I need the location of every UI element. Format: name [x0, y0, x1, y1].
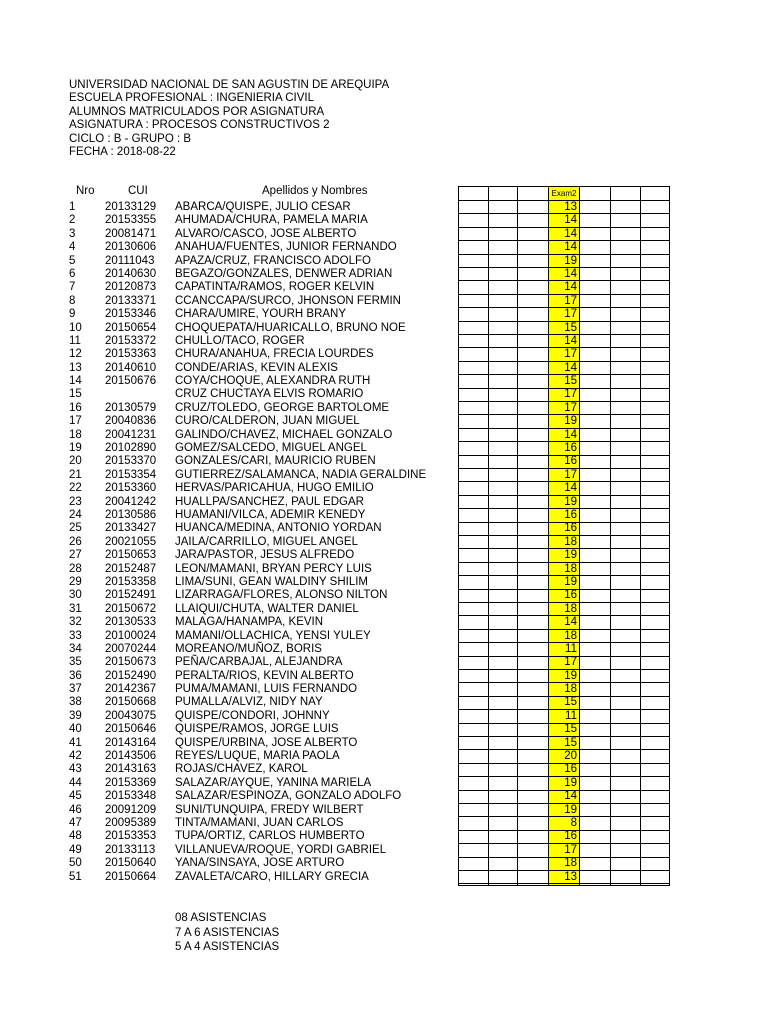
exam-grade: 19 [564, 575, 577, 588]
table-row [0, 255, 768, 268]
row-number: 25 [69, 522, 82, 535]
table-row [0, 710, 768, 723]
exam-grade: 15 [564, 736, 577, 749]
exam-grade: 18 [564, 562, 577, 575]
table-row [0, 630, 768, 643]
table-row [0, 683, 768, 696]
student-name: JAILA/CARRILLO, MIGUEL ANGEL [175, 535, 358, 548]
exam-grade: 14 [564, 334, 577, 347]
row-number: 44 [69, 776, 82, 789]
student-name: CRUZ/TOLEDO, GEORGE BARTOLOME [175, 401, 390, 414]
student-cui: 20130579 [105, 401, 157, 414]
row-number: 10 [69, 321, 82, 334]
student-cui: 20143164 [105, 736, 157, 749]
table-row [0, 804, 768, 817]
student-name: LIZARRAGA/FLORES, ALONSO NILTON [175, 589, 388, 602]
exam-grade: 16 [564, 830, 577, 843]
row-number: 27 [69, 549, 82, 562]
row-number: 15 [69, 388, 82, 401]
table-row [0, 455, 768, 468]
table-row [0, 723, 768, 736]
table-row [0, 268, 768, 281]
exam-grade: 18 [564, 535, 577, 548]
student-cui: 20133371 [105, 294, 157, 307]
table-row [0, 362, 768, 375]
row-number: 36 [69, 669, 82, 682]
exam-grade: 14 [564, 616, 577, 629]
exam-grade: 19 [564, 495, 577, 508]
student-name: APAZA/CRUZ, FRANCISCO ADOLFO [175, 254, 371, 267]
table-row [0, 670, 768, 683]
row-number: 4 [69, 241, 76, 254]
student-cui: 20111043 [105, 254, 155, 267]
student-cui: 20130533 [105, 616, 157, 629]
student-name: TUPA/ORTIZ, CARLOS HUMBERTO [175, 830, 365, 843]
row-number: 6 [69, 267, 76, 280]
table-row [0, 295, 768, 308]
student-cui: 20143506 [105, 750, 157, 763]
student-name: ROJAS/CHAVEZ, KAROL [175, 763, 308, 776]
row-number: 26 [69, 535, 82, 548]
exam-grade: 15 [564, 375, 577, 388]
legend-line-3: 5 A 4 ASISTENCIAS [175, 941, 280, 953]
column-header-nro: Nro [76, 185, 95, 197]
row-number: 39 [69, 709, 82, 722]
row-number: 50 [69, 857, 82, 870]
student-cui: 20021055 [105, 535, 157, 548]
student-name: LLAIQUI/CHUTA, WALTER DANIEL [175, 602, 359, 615]
exam-grade: 16 [564, 589, 577, 602]
row-number: 17 [69, 415, 82, 428]
exam-grade: 17 [564, 401, 577, 414]
row-number: 40 [69, 723, 82, 736]
student-name: ANAHUA/FUENTES, JUNIOR FERNANDO [175, 241, 397, 254]
table-row [0, 442, 768, 455]
student-name: MOREANO/MUÑOZ, BORIS [175, 642, 322, 655]
student-cui: 20150640 [105, 857, 157, 870]
legend-line-1: 08 ASISTENCIAS [175, 912, 267, 924]
student-name: REYES/LUQUE, MARIA PAOLA [175, 750, 340, 763]
student-name: YANA/SINSAYA, JOSE ARTURO [175, 857, 345, 870]
exam-grade: 15 [564, 723, 577, 736]
student-name: CHURA/ANAHUA, FRECIA LOURDES [175, 348, 374, 361]
row-number: 51 [69, 870, 82, 883]
table-row [0, 496, 768, 509]
table-row [0, 214, 768, 227]
exam-grade: 14 [564, 428, 577, 441]
exam-grade: 14 [564, 214, 577, 227]
row-number: 16 [69, 401, 82, 414]
table-row [0, 348, 768, 361]
student-name: QUISPE/URBINA, JOSE ALBERTO [175, 736, 358, 749]
student-name: VILLANUEVA/ROQUE, YORDI GABRIEL [175, 843, 387, 856]
student-name: HUANCA/MEDINA, ANTONIO YORDAN [175, 522, 382, 535]
row-number: 43 [69, 763, 82, 776]
student-cui: 20153358 [105, 575, 157, 588]
row-number: 13 [69, 361, 82, 374]
table-row [0, 375, 768, 388]
student-cui: 20142367 [105, 683, 157, 696]
exam-grade: 16 [564, 763, 577, 776]
exam-grade: 16 [564, 508, 577, 521]
student-name: PERALTA/RIOS, KEVIN ALBERTO [175, 669, 354, 682]
student-cui: 20133113 [105, 843, 156, 856]
exam-grade: 14 [564, 227, 577, 240]
student-name: CRUZ CHUCTAYA ELVIS ROMARIO [175, 388, 364, 401]
student-cui: 20153353 [105, 830, 157, 843]
student-name: QUISPE/RAMOS, JORGE LUIS [175, 723, 339, 736]
row-number: 7 [69, 281, 76, 294]
student-name: ALVARO/CASCO, JOSE ALBERTO [175, 227, 357, 240]
row-number: 24 [69, 508, 82, 521]
exam-grade: 16 [564, 522, 577, 535]
row-number: 32 [69, 616, 82, 629]
table-row [0, 308, 768, 321]
row-number: 28 [69, 562, 82, 575]
exam-grade: 15 [564, 696, 577, 709]
student-cui: 20070244 [105, 642, 157, 655]
student-cui: 20150668 [105, 696, 157, 709]
table-row [0, 871, 768, 884]
table-row [0, 763, 768, 776]
student-cui: 20040836 [105, 415, 157, 428]
exam-grade: 11 [565, 709, 577, 722]
student-name: ZAVALETA/CARO, HILLARY GRECIA [175, 870, 369, 883]
table-row [0, 201, 768, 214]
row-number: 18 [69, 428, 82, 441]
row-number: 49 [69, 843, 82, 856]
student-cui: 20150653 [105, 549, 157, 562]
table-row [0, 482, 768, 495]
row-number: 29 [69, 575, 82, 588]
student-name: PUMALLA/ALVIZ, NIDY NAY [175, 696, 323, 709]
table-row [0, 830, 768, 843]
student-name: COYA/CHOQUE, ALEXANDRA RUTH [175, 375, 371, 388]
student-name: GOMEZ/SALCEDO, MIGUEL ANGEL [175, 442, 367, 455]
table-row [0, 228, 768, 241]
student-name: CHULLO/TACO, ROGER [175, 334, 305, 347]
row-number: 14 [69, 375, 82, 388]
student-name: CCANCCAPA/SURCO, JHONSON FERMIN [175, 294, 401, 307]
student-cui: 20095389 [105, 816, 157, 829]
exam-grade: 14 [564, 281, 577, 294]
student-name: CHARA/UMIRE, YOURH BRANY [175, 308, 347, 321]
row-number: 47 [69, 816, 82, 829]
table-row [0, 509, 768, 522]
exam-grade: 17 [564, 843, 577, 856]
school-line: ESCUELA PROFESIONAL : INGENIERIA CIVIL [69, 92, 314, 105]
row-number: 30 [69, 589, 82, 602]
student-cui: 20133427 [105, 522, 157, 535]
table-row [0, 750, 768, 763]
exam-grade: 11 [565, 642, 577, 655]
cycle-line: CICLO : B - GRUPO : B [69, 132, 192, 145]
table-row [0, 790, 768, 803]
student-name: MAMANI/OLLACHICA, YENSI YULEY [175, 629, 371, 642]
student-cui: 20152491 [105, 589, 157, 602]
student-cui: 20102890 [105, 442, 157, 455]
student-cui: 20130606 [105, 241, 157, 254]
student-cui: 20150673 [105, 656, 157, 669]
row-number: 20 [69, 455, 82, 468]
student-cui: 20140610 [105, 361, 157, 374]
row-number: 9 [69, 308, 76, 321]
exam-grade: 18 [564, 602, 577, 615]
table-row [0, 549, 768, 562]
student-name: HUALLPA/SANCHEZ, PAUL EDGAR [175, 495, 364, 508]
row-number: 19 [69, 442, 82, 455]
exam-grade: 17 [564, 468, 577, 481]
student-cui: 20153355 [105, 214, 157, 227]
exam-column-header: Exam2 [551, 189, 577, 198]
row-number: 34 [69, 642, 82, 655]
student-cui: 20150654 [105, 321, 157, 334]
student-name: HERVAS/PARICAHUA, HUGO EMILIO [175, 482, 374, 495]
student-cui: 20133129 [105, 201, 157, 213]
table-row [0, 589, 768, 602]
row-number: 38 [69, 696, 82, 709]
exam-grade: 19 [564, 803, 577, 816]
student-cui: 20150676 [105, 375, 157, 388]
student-name: TINTA/MAMANI, JUAN CARLOS [175, 816, 344, 829]
row-number: 41 [69, 736, 82, 749]
exam-grade: 14 [564, 241, 577, 254]
row-number: 22 [69, 482, 82, 495]
exam-grade: 14 [564, 267, 577, 280]
column-header-name: Apellidos y Nombres [262, 185, 368, 197]
student-name: JARA/PASTOR, JESUS ALFREDO [175, 549, 355, 562]
table-row [0, 429, 768, 442]
table-row [0, 817, 768, 830]
student-name: AHUMADA/CHURA, PAMELA MARIA [175, 214, 368, 227]
table-row [0, 616, 768, 629]
exam-grade: 20 [564, 750, 577, 763]
row-number: 31 [69, 602, 82, 615]
row-number: 37 [69, 683, 82, 696]
student-cui: 20043075 [105, 709, 157, 722]
table-row [0, 737, 768, 750]
exam-grade: 14 [564, 482, 577, 495]
student-cui: 20153363 [105, 348, 157, 361]
student-cui: 20150664 [105, 870, 157, 883]
student-cui: 20153372 [105, 334, 157, 347]
exam-grade: 19 [564, 254, 577, 267]
table-row [0, 469, 768, 482]
table-row [0, 335, 768, 348]
row-number: 35 [69, 656, 82, 669]
student-name: BEGAZO/GONZALES, DENWER ADRIAN [175, 267, 393, 280]
date-line: FECHA : 2018-08-22 [69, 146, 176, 159]
exam-grade: 17 [564, 656, 577, 669]
table-row [0, 844, 768, 857]
table-row [0, 536, 768, 549]
exam-grade: 16 [564, 455, 577, 468]
row-number: 2 [69, 214, 76, 227]
student-cui: 20153354 [105, 468, 157, 481]
student-cui: 20100024 [105, 629, 157, 642]
student-list [0, 201, 768, 884]
exam-grade: 19 [564, 776, 577, 789]
student-cui: 20130586 [105, 508, 157, 521]
exam-grade: 14 [564, 790, 577, 803]
table-row [0, 643, 768, 656]
student-cui: 20041231 [105, 428, 157, 441]
table-row [0, 603, 768, 616]
student-name: MALAGA/HANAMPA, KEVIN [175, 616, 324, 629]
student-cui: 20153346 [105, 308, 157, 321]
exam-grade: 17 [564, 348, 577, 361]
student-name: CURO/CALDERON, JUAN MIGUEL [175, 415, 360, 428]
exam-grade: 8 [570, 816, 577, 829]
attendance-legend [175, 911, 279, 955]
row-number: 1 [69, 201, 76, 213]
student-cui: 20153369 [105, 776, 157, 789]
exam-grade: 17 [564, 388, 577, 401]
row-number: 46 [69, 803, 82, 816]
student-cui: 20153370 [105, 455, 157, 468]
exam-grade: 19 [564, 415, 577, 428]
table-row [0, 415, 768, 428]
exam-grade: 16 [564, 442, 577, 455]
exam-grade: 14 [564, 361, 577, 374]
table-row [0, 857, 768, 870]
exam-grade: 17 [564, 308, 577, 321]
student-name: SALAZAR/AYQUE, YANINA MARIELA [175, 776, 372, 789]
row-number: 3 [69, 227, 76, 240]
student-cui: 20153348 [105, 790, 157, 803]
student-cui: 20152490 [105, 669, 157, 682]
row-number: 45 [69, 790, 82, 803]
student-name: CONDE/ARIAS, KEVIN ALEXIS [175, 361, 338, 374]
row-number: 33 [69, 629, 82, 642]
table-row [0, 696, 768, 709]
column-header-cui: CUI [128, 185, 148, 197]
student-cui: 20091209 [105, 803, 157, 816]
exam-grade: 13 [564, 870, 577, 883]
student-cui: 20140630 [105, 267, 157, 280]
table-row [0, 241, 768, 254]
student-cui: 20120873 [105, 281, 157, 294]
table-row [0, 777, 768, 790]
exam-grade: 18 [564, 857, 577, 870]
exam-grade: 18 [564, 629, 577, 642]
table-row [0, 522, 768, 535]
table-row [0, 388, 768, 401]
student-name: GUTIERREZ/SALAMANCA, NADIA GERALDINE [175, 468, 427, 481]
row-number: 21 [69, 468, 82, 481]
university-title: UNIVERSIDAD NACIONAL DE SAN AGUSTIN DE AREQUIPA [69, 79, 390, 91]
row-number: 42 [69, 750, 82, 763]
student-name: LIMA/SUNI, GEAN WALDINY SHILIM [175, 575, 368, 588]
row-number: 5 [69, 254, 76, 267]
student-name: PEÑA/CARBAJAL, ALEJANDRA [175, 656, 343, 669]
student-cui: 20153360 [105, 482, 157, 495]
exam-grade: 15 [564, 321, 577, 334]
student-name: SALAZAR/ESPINOZA, GONZALO ADOLFO [175, 790, 402, 803]
grid-line [458, 885, 670, 886]
table-row [0, 402, 768, 415]
row-number: 12 [69, 348, 82, 361]
row-number: 48 [69, 830, 82, 843]
student-name: LEON/MAMANI, BRYAN PERCY LUIS [175, 562, 372, 575]
student-cui: 20150646 [105, 723, 157, 736]
row-number: 11 [69, 334, 81, 347]
course-line: ASIGNATURA : PROCESOS CONSTRUCTIVOS 2 [69, 119, 330, 132]
student-cui: 20143163 [105, 763, 157, 776]
legend-line-2: 7 A 6 ASISTENCIAS [175, 926, 280, 939]
exam-grade: 18 [564, 683, 577, 696]
student-name: PUMA/MAMANI, LUIS FERNANDO [175, 683, 358, 696]
student-cui: 20081471 [105, 227, 157, 240]
exam-grade: 19 [564, 549, 577, 562]
student-name: HUAMANI/VILCA, ADEMIR KENEDY [175, 508, 366, 521]
student-name: QUISPE/CONDORI, JOHNNY [175, 709, 330, 722]
student-name: ABARCA/QUISPE, JULIO CESAR [175, 201, 351, 213]
student-name: SUNI/TUNQUIPA, FREDY WILBERT [175, 803, 364, 816]
student-cui: 20041242 [105, 495, 157, 508]
table-row [0, 656, 768, 669]
table-row [0, 281, 768, 294]
report-title: ALUMNOS MATRICULADOS POR ASIGNATURA [69, 105, 325, 118]
exam-grade: 13 [564, 201, 577, 213]
row-number: 23 [69, 495, 82, 508]
table-row [0, 322, 768, 335]
exam-grade: 17 [564, 294, 577, 307]
student-name: CHOQUEPATA/HUARICALLO, BRUNO NOE [175, 321, 406, 334]
document-header [69, 79, 389, 159]
table-row [0, 576, 768, 589]
student-name: GONZALES/CARI, MAURICIO RUBEN [175, 455, 376, 468]
table-row [0, 563, 768, 576]
student-name: CAPATINTA/RAMOS, ROGER KELVIN [175, 281, 375, 294]
student-cui: 20150672 [105, 602, 157, 615]
row-number: 8 [69, 294, 76, 307]
student-cui: 20152487 [105, 562, 157, 575]
student-name: GALINDO/CHAVEZ, MICHAEL GONZALO [175, 428, 393, 441]
exam-grade: 19 [564, 669, 577, 682]
grid-line [458, 186, 670, 187]
